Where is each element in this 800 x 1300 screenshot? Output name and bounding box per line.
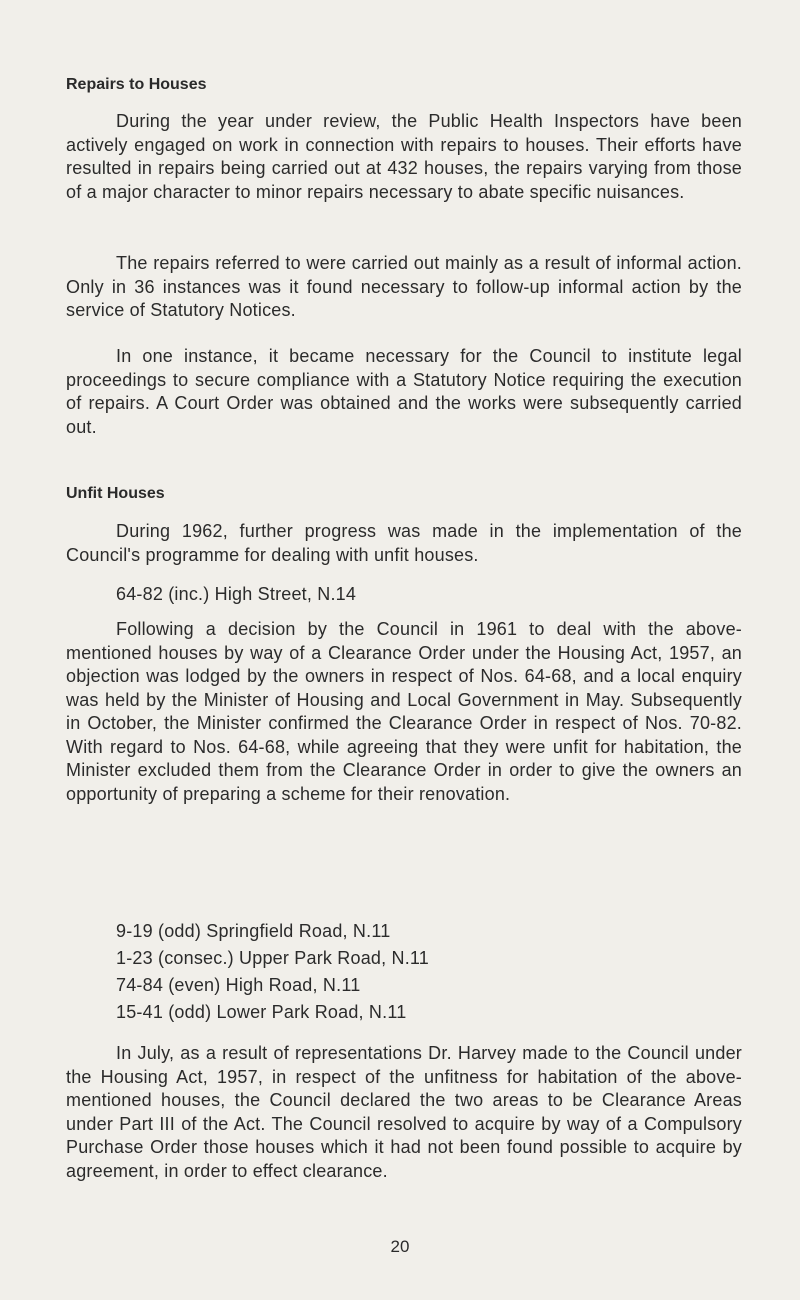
page-number: 20 <box>390 1237 410 1256</box>
closing-paragraph: In July, as a result of representations Dr. Harvey made to the Council under the Housing Act, 1957, in respect of the unfitness for habitation of the above-mentioned houses, the Council declared the two areas to be Clearance Areas under Part III of the Act. The Council resolved to acquire by way of a Compulsory Purchase Order those houses which it had not been found possible to acquire by agreement, in order to effect clearance. <box>66 1043 742 1181</box>
unfit-houses-heading: Unfit Houses <box>66 485 165 502</box>
repairs-heading: Repairs to Houses <box>66 76 207 93</box>
address-lower-park-road: 15-41 (odd) Lower Park Road, N.11 <box>116 1002 407 1022</box>
address-upper-park-road: 1-23 (consec.) Upper Park Road, N.11 <box>116 948 430 968</box>
high-street-address: 64-82 (inc.) High Street, N.14 <box>116 584 357 604</box>
high-street-paragraph: Following a decision by the Council in 1961 to deal with the above-mentioned houses by way of a Clearance Order under the Housing Act, 1957, an objection was lodged by the owners in respect of Nos. 64-68, and a local enquiry was held by the Minister of Housing and Local Government in May. Subsequently in October, the Minister confirmed the Clearance Order in respect of Nos. 70-82. With regard to Nos. 64-68, while agreeing that they were unfit for habitation, the Minister excluded them from the Clearance Order in order to give the owners an opportunity of preparing a scheme for their renovation. <box>66 619 742 804</box>
unfit-intro-paragraph: During 1962, further progress was made in the implementation of the Council's programme for dealing with unfit houses. <box>66 521 742 565</box>
address-high-road: 74-84 (even) High Road, N.11 <box>116 975 361 995</box>
repairs-paragraph-2: The repairs referred to were carried out mainly as a result of informal action. Only in 36 instances was it found necessary to follow-up informal action by the service of Statutory Notices. <box>66 253 742 320</box>
repairs-paragraph-3: In one instance, it became necessary for the Council to institute legal proceedings to secure compliance with a Statutory Notice requiring the execution of repairs. A Court Order was obtained and the works were subsequently carried out. <box>66 346 742 437</box>
repairs-paragraph-1: During the year under review, the Public Health Inspectors have been actively engaged on work in connection with repairs to houses. Their efforts have resulted in repairs being carried out at 432 houses, the repairs varying from those of a major character to minor repairs necessary to abate specific nuisances. <box>66 111 742 202</box>
address-springfield-road: 9-19 (odd) Springfield Road, N.11 <box>116 921 391 941</box>
